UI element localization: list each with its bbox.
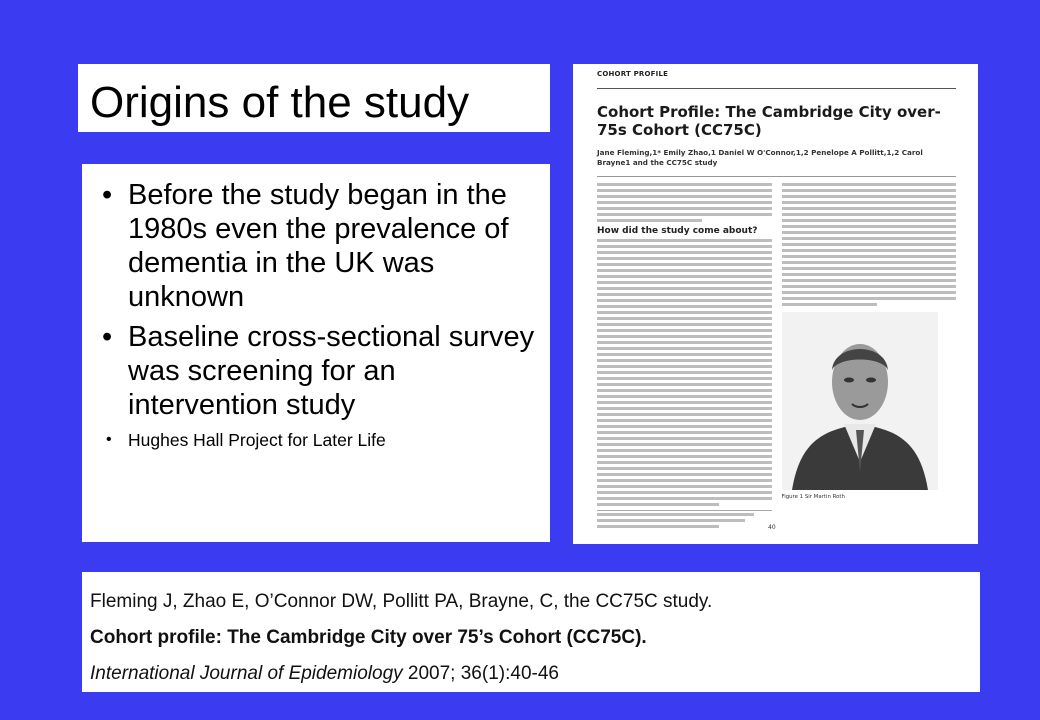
title-panel xyxy=(78,64,550,132)
reference-panel xyxy=(82,572,980,692)
reference-details: 2007; 36(1):40-46 xyxy=(402,663,559,684)
photo-caption: Figure 1 Sir Martin Roth xyxy=(781,494,845,500)
paper-page-number: 40 xyxy=(768,524,776,531)
paper-left-column xyxy=(597,183,772,531)
paper-page-image xyxy=(573,64,978,544)
paper-heading: How did the study come about? xyxy=(597,226,758,236)
paper-divider xyxy=(597,176,956,177)
slide-title: Origins of the study xyxy=(90,78,470,127)
portrait-photo xyxy=(782,312,938,490)
reference-authors: Fleming J, Zhao E, O’Connor DW, Pollitt PA, Brayne, C, the CC75C study. xyxy=(90,591,713,612)
sub-bullet-item: • Hughes Hall Project for Later Life xyxy=(82,428,540,452)
bullet-panel xyxy=(82,164,550,542)
paper-section-label: COHORT PROFILE xyxy=(597,70,669,78)
paper-text-block xyxy=(597,239,772,506)
paper-columns xyxy=(597,183,956,531)
portrait-illustration xyxy=(782,312,938,490)
reference-journal: International Journal of Epidemiology xyxy=(90,663,403,684)
bullet-item: • Before the study began in the 1980s even the prevalence of dementia in the UK was unknown xyxy=(82,178,540,314)
bullet-list xyxy=(82,178,540,452)
bullet-item: • Baseline cross-sectional survey was screening for an intervention study xyxy=(82,320,540,422)
paper-text-block xyxy=(782,183,957,306)
paper-authors: Jane Fleming,1* Emily Zhao,1 Daniel W O'Connor,1,2 Penelope A Pollitt,1,2 Carol Brayne1 and the CC75C study xyxy=(597,148,923,167)
paper-divider xyxy=(597,88,956,89)
paper-right-column xyxy=(782,183,957,531)
reference-title: Cohort profile: The Cambridge City over 75’s Cohort (CC75C). xyxy=(90,627,647,648)
reference-citation xyxy=(90,656,972,692)
paper-text-block xyxy=(597,183,772,222)
paper-title: Cohort Profile: The Cambridge City over-75s Cohort (CC75C) xyxy=(597,103,941,139)
